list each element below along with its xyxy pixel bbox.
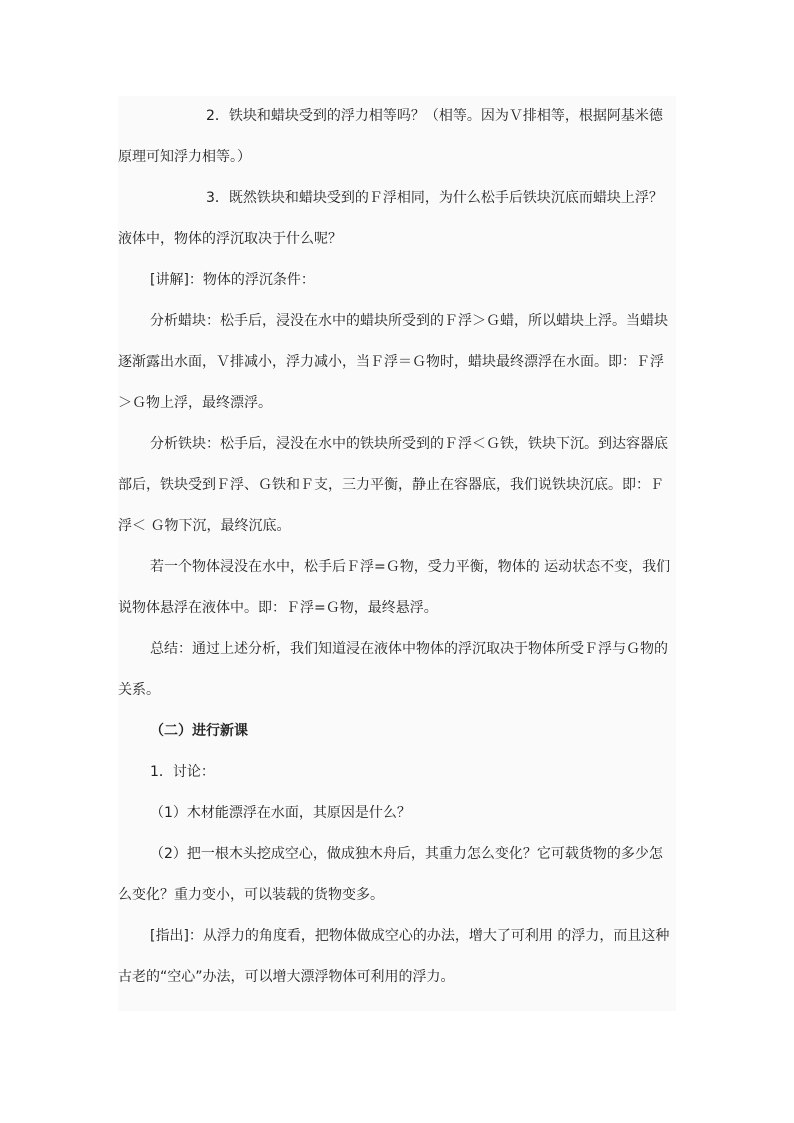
document-body <box>118 96 676 998</box>
analysis-wax-block: 分析蜡块：松手后，浸没在水中的蜡块所受到的Ｆ浮＞Ｇ蜡，所以蜡块上浮。当蜡块逐渐露出水面，Ｖ排减小，浮力减小，当Ｆ浮＝Ｇ物时，蜡块最终漂浮在水面。即：Ｆ浮＞Ｇ物上浮，最终漂浮。 <box>118 313 668 411</box>
lecture-heading: [讲解]：物体的浮沉条件： <box>150 272 315 288</box>
discussion-item-2: （2）把一根木头挖成空心，做成独木舟后，其重力怎么变化？它可载货物的多少怎么变化？重力变小，可以装载的货物变多。 <box>118 846 663 903</box>
question-2: 2．铁块和蜡块受到的浮力相等吗？（相等。因为Ｖ排相等，根据阿基米德原理可知浮力相等。） <box>118 108 663 165</box>
analysis-iron-block: 分析铁块：松手后，浸没在水中的铁块所受到的Ｆ浮＜Ｇ铁，铁块下沉。到达容器底部后，铁块受到Ｆ浮、Ｇ铁和Ｆ支，三力平衡，静止在容器底，我们说铁块沉底。即：Ｆ浮＜ Ｇ物下沉，最终沉底。 <box>118 436 668 534</box>
discussion-item-1: （1）木材能漂浮在水面，其原因是什么？ <box>150 805 411 821</box>
pointing-out-paragraph: [指出]：从浮力的角度看，把物体做成空心的办法，增大了可利用 的浮力，而且这种古老的“空心”办法，可以增大漂浮物体可利用的浮力。 <box>118 928 670 985</box>
summary-paragraph: 总结：通过上述分析，我们知道浸在液体中物体的浮沉取决于物体所受Ｆ浮与Ｇ物的关系。 <box>118 641 668 698</box>
discussion-heading: 1．讨论： <box>150 764 215 780</box>
suspension-paragraph: 若一个物体浸没在水中，松手后Ｆ浮=Ｇ物，受力平衡，物体的 运动状态不变，我们说物体悬浮在液体中。即：Ｆ浮=Ｇ物，最终悬浮。 <box>118 559 671 616</box>
section-heading-new-lesson: （二）进行新课 <box>150 723 248 739</box>
question-3: 3．既然铁块和蜡块受到的Ｆ浮相同，为什么松手后铁块沉底而蜡块上浮？液体中，物体的浮沉取决于什么呢？ <box>118 190 663 247</box>
